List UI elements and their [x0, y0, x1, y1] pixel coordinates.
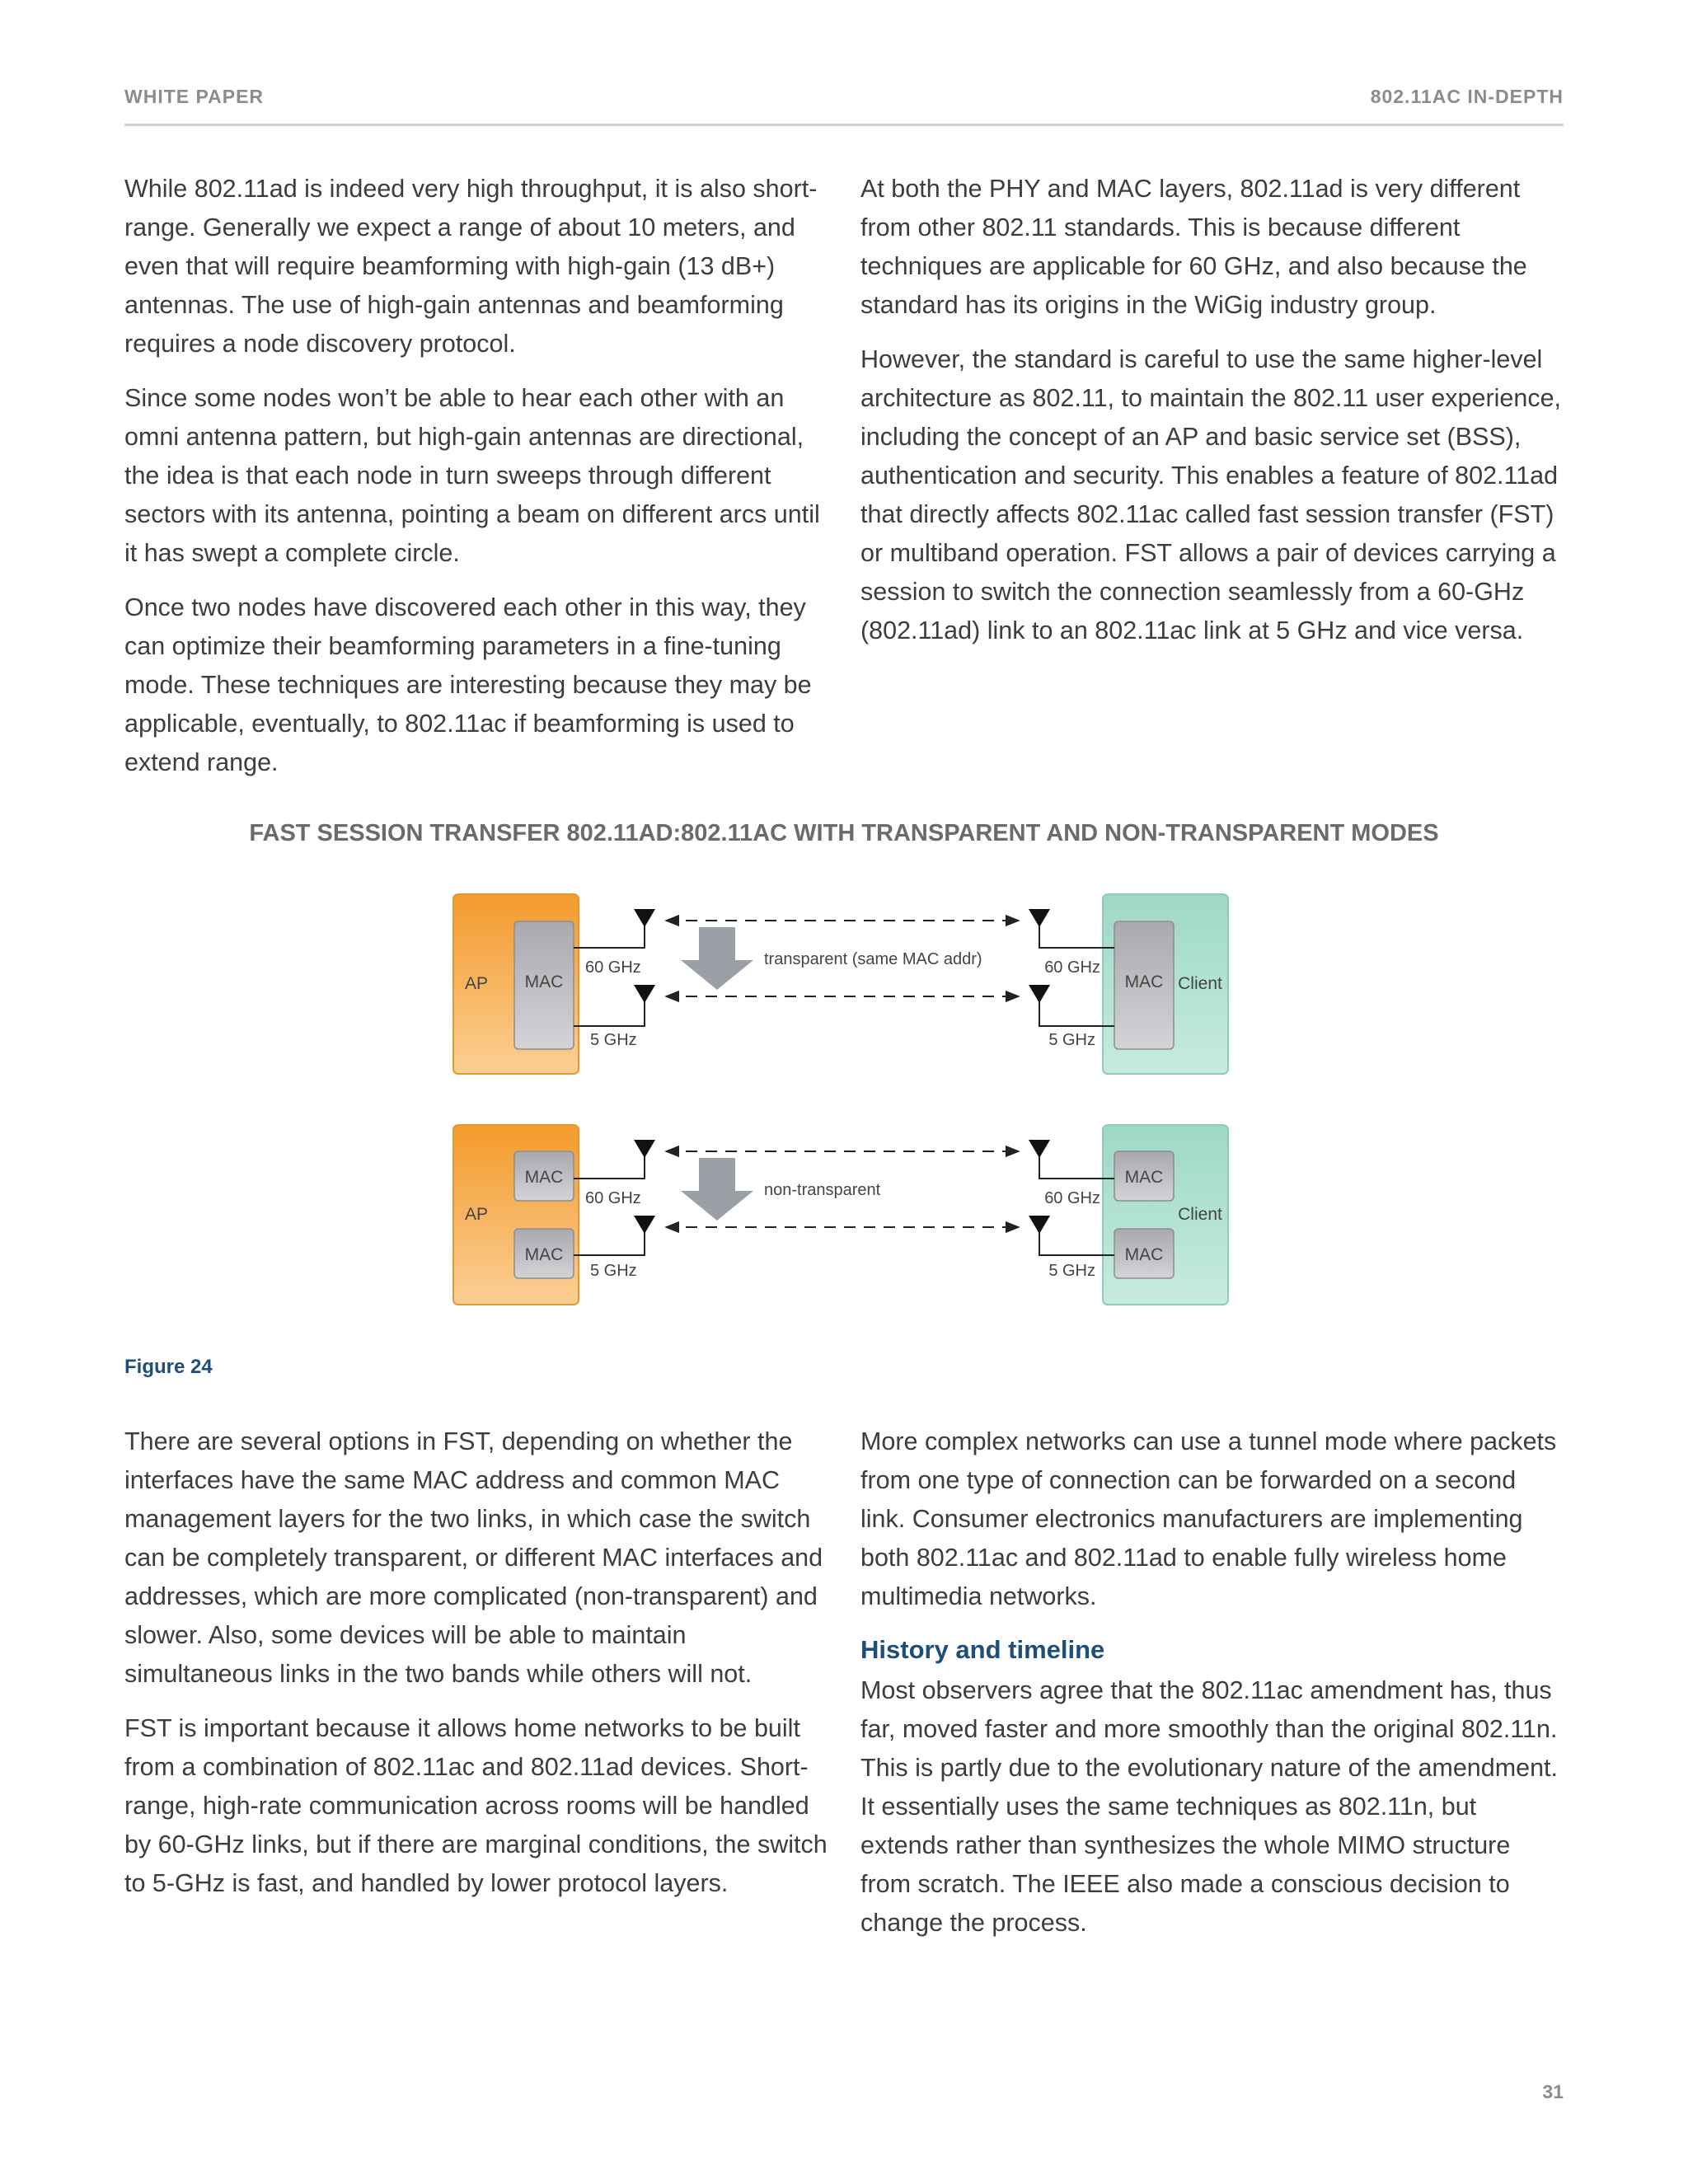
- antenna-icon: [1029, 985, 1050, 1003]
- antenna-icon: [1029, 1216, 1050, 1234]
- mac-label: MAC: [1124, 1245, 1164, 1264]
- antenna-line-60ghz: [574, 909, 645, 948]
- header-rule: [124, 124, 1564, 126]
- mac-label: MAC: [1124, 972, 1164, 991]
- switch-down-arrow: [681, 1158, 753, 1221]
- paragraph: More complex networks can use a tunnel mode where packets from one type of connection can be forwarded on a second link. Consumer electronics manufacturers are implementing both 802.11ac and 802.11ad to enable fully wireless home multimedia networks.: [860, 1427, 1557, 1610]
- top-left-column: [124, 170, 830, 798]
- mac-label: MAC: [1124, 1168, 1164, 1187]
- mac-label: MAC: [524, 972, 564, 991]
- bottom-left-column: [124, 1422, 830, 1919]
- page-number: 31: [1542, 2081, 1564, 2102]
- 60ghz-label: 60 GHz: [585, 1189, 641, 1207]
- 5ghz-label: 5 GHz: [590, 1031, 637, 1049]
- figure-caption: Figure 24: [124, 1356, 213, 1378]
- antenna-icon: [634, 1216, 655, 1234]
- 60ghz-label: 60 GHz: [585, 958, 641, 977]
- 5ghz-label: 5 GHz: [590, 1262, 637, 1280]
- antenna-line-60ghz: [574, 1140, 645, 1179]
- paragraph: Since some nodes won’t be able to hear each other with an omni antenna pattern, but high-gain antennas are directional, the idea is that each node in turn sweeps through different sectors with its antenna, pointing a beam on different arcs until it has swept a complete circle.: [124, 384, 820, 567]
- transparent-mode: [453, 894, 1228, 1074]
- top-right-column: [860, 170, 1566, 666]
- client-label: Client: [1178, 974, 1222, 993]
- antenna-icon: [634, 1140, 655, 1158]
- 60ghz-label: 60 GHz: [1044, 958, 1100, 977]
- 5ghz-label: 5 GHz: [1048, 1262, 1095, 1280]
- fst-diagram: [445, 886, 1236, 1315]
- paragraph: While 802.11ad is indeed very high throughput, it is also short-range. Generally we expect a range of about 10 meters, and even that will require beamforming with high-gain (13 dB+) antennas. The use of high-gain antennas and beamforming requires a node discovery protocol.: [124, 175, 818, 358]
- header-left: WHITE PAPER: [124, 86, 265, 107]
- mac-label: MAC: [524, 1168, 564, 1187]
- paragraph: Once two nodes have discovered each other in this way, they can optimize their beamforming parameters in a fine-tuning mode. These techniques are interesting because they may be applicable, eventually, to 802.11ac if beamforming is used to extend range.: [124, 593, 812, 776]
- header-right: 802.11AC IN-DEPTH: [1370, 86, 1564, 107]
- paragraph: FST is important because it allows home networks to be built from a combination of 802.11ac and 802.11ad devices. Short-range, high-rate communication across rooms will be handled by 60-GHz links, but if there are marginal conditions, the switch to 5-GHz is fast, and handled by lower protocol layers.: [124, 1714, 828, 1897]
- paragraph: Most observers agree that the 802.11ac amendment has, thus far, moved faster and more smoothly than the original 802.11n. This is partly due to the evolutionary nature of the amendment. It essentially uses the same techniques as 802.11n, but extends rather than synthesizes the whole MIMO structure from scratch. The IEEE also made a conscious decision to change the process.: [860, 1676, 1559, 1937]
- antenna-icon: [1029, 909, 1050, 927]
- non-transparent-mode: [453, 1125, 1228, 1305]
- figure-title: FAST SESSION TRANSFER 802.11AD:802.11AC WITH TRANSPARENT AND NON-TRANSPARENT MODES: [249, 820, 1439, 846]
- 5ghz-label: 5 GHz: [1048, 1031, 1095, 1049]
- antenna-line-5ghz: [574, 987, 645, 1026]
- paragraph: However, the standard is careful to use the same higher-level architecture as 802.11, to maintain the 802.11 user experience, including the concept of an AP and basic service set (BSS), authentication and security. This enables a feature of 802.11ad that directly affects 802.11ac called fast session transfer (FST) or multiband operation. FST allows a pair of devices carrying a session to switch the connection seamlessly from a 60-GHz (802.11ad) link to an 802.11ac link at 5 GHz and vice versa.: [860, 345, 1562, 644]
- non-transparent-label: non-transparent: [764, 1181, 881, 1199]
- bottom-right-column: [860, 1422, 1566, 1958]
- antenna-icon: [634, 985, 655, 1003]
- antenna-line-5ghz: [574, 1217, 645, 1255]
- switch-down-arrow: [681, 927, 753, 990]
- mac-label: MAC: [524, 1245, 564, 1264]
- antenna-icon: [634, 909, 655, 927]
- client-label: Client: [1178, 1205, 1222, 1224]
- 60ghz-label: 60 GHz: [1044, 1189, 1100, 1207]
- transparent-label: transparent (same MAC addr): [764, 950, 982, 968]
- antenna-icon: [1029, 1140, 1050, 1158]
- paragraph: At both the PHY and MAC layers, 802.11ad is very different from other 802.11 standards. This is because different techniques are applicable for 60 GHz, and also because the standard has its origins in the WiGig industry group.: [860, 175, 1527, 319]
- ap-label: AP: [464, 1205, 489, 1224]
- ap-label: AP: [464, 974, 489, 993]
- section-heading: History and timeline: [860, 1635, 1105, 1664]
- paragraph: There are several options in FST, depending on whether the interfaces have the same MAC address and common MAC management layers for the two links, in which case the switch can be completely transparent, or different MAC interfaces and addresses, which are more complicated (non-transparent) and slower. Also, some devices will be able to maintain simultaneous links in the two bands while others will not.: [124, 1427, 823, 1688]
